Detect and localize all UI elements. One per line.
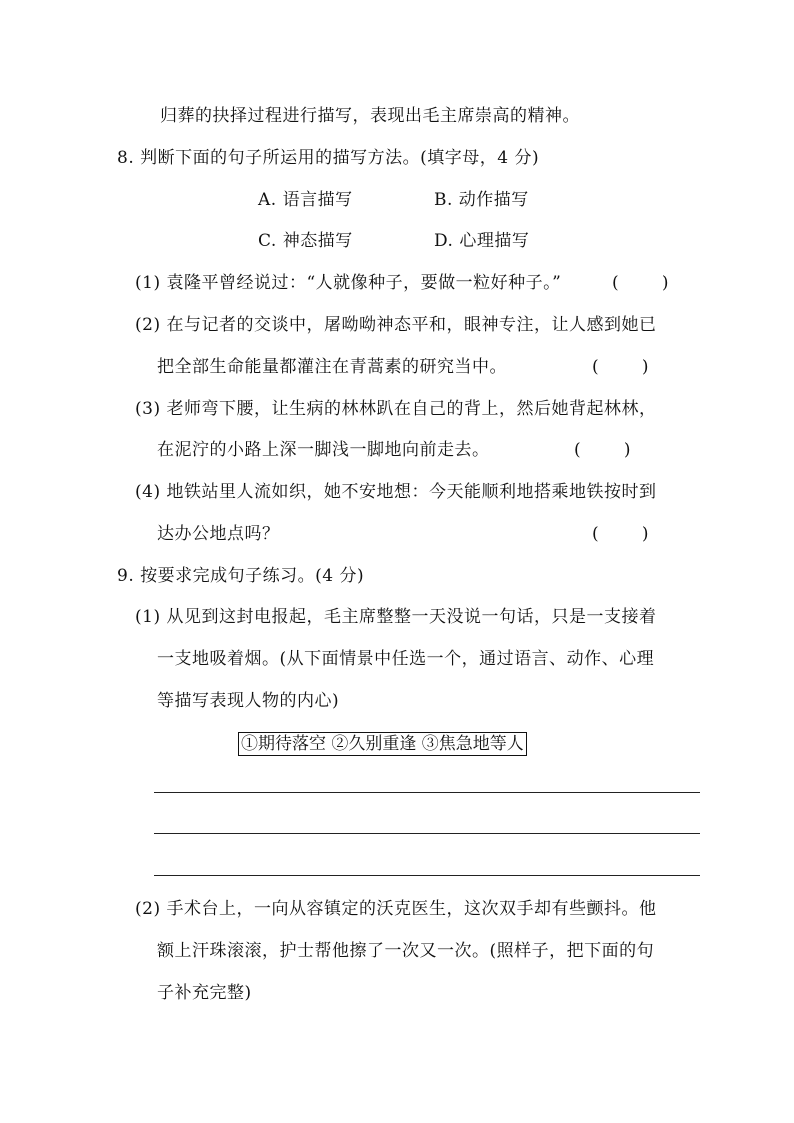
scenario-options-box: ①期待落空 ②久别重逢 ③焦急地等人 (238, 732, 527, 756)
q8-item-4-text-line-2: 达办公地点吗？ (157, 524, 280, 544)
q8-item-1-answer-blank[interactable]: ( ) (612, 273, 669, 293)
continuation-text: 归葬的抉择过程进行描写，表现出毛主席崇高的精神。 (160, 106, 580, 126)
answer-line-3[interactable] (154, 875, 700, 876)
q8-item-4-text-line-1: (4) 地铁站里人流如织，她不安地想：今天能顺利地搭乘地铁按时到 (135, 482, 657, 502)
option-b: B. 动作描写 (434, 190, 529, 210)
answer-line-1[interactable] (154, 792, 700, 793)
q9-item-2-text-line-1: (2) 手术台上，一向从容镇定的沃克医生，这次双手却有些颤抖。他 (135, 899, 657, 919)
q8-item-4-answer-blank[interactable]: ( ) (592, 524, 649, 544)
question-9-stem: 9. 按要求完成句子练习。(4 分) (117, 566, 365, 586)
q9-item-1-text-line-1: (1) 从见到这封电报起，毛主席整整一天没说一句话，只是一支接着 (135, 607, 657, 627)
option-a: A. 语言描写 (258, 190, 353, 210)
q8-item-3-text-line-1: (3) 老师弯下腰，让生病的林林趴在自己的背上，然后她背起林林， (135, 399, 657, 419)
q8-item-1-text: (1) 袁隆平曾经说过：“人就像种子，要做一粒好种子。” (135, 273, 562, 293)
q9-item-1-text-line-2: 一支地吸着烟。(从下面情景中任选一个，通过语言、动作、心理 (157, 649, 655, 669)
question-8-stem: 8. 判断下面的句子所运用的描写方法。(填字母，4 分) (117, 148, 540, 168)
q9-item-2-text-line-3: 子补充完整) (157, 983, 252, 1003)
option-d: D. 心理描写 (434, 231, 530, 251)
q8-item-3-text-line-2: 在泥泞的小路上深一脚浅一脚地向前走去。 (157, 440, 490, 460)
q8-item-2-answer-blank[interactable]: ( ) (592, 357, 649, 377)
answer-line-2[interactable] (154, 833, 700, 834)
q8-item-2-text-line-2: 把全部生命能量都灌注在青蒿素的研究当中。 (157, 357, 507, 377)
option-c: C. 神态描写 (258, 231, 353, 251)
q8-item-2-text-line-1: (2) 在与记者的交谈中，屠呦呦神态平和，眼神专注，让人感到她已 (135, 315, 657, 335)
q8-item-3-answer-blank[interactable]: ( ) (574, 440, 631, 460)
q9-item-2-text-line-2: 额上汗珠滚滚，护士帮他擦了一次又一次。(照样子，把下面的句 (157, 941, 655, 961)
q9-item-1-text-line-3: 等描写表现人物的内心) (157, 691, 340, 711)
